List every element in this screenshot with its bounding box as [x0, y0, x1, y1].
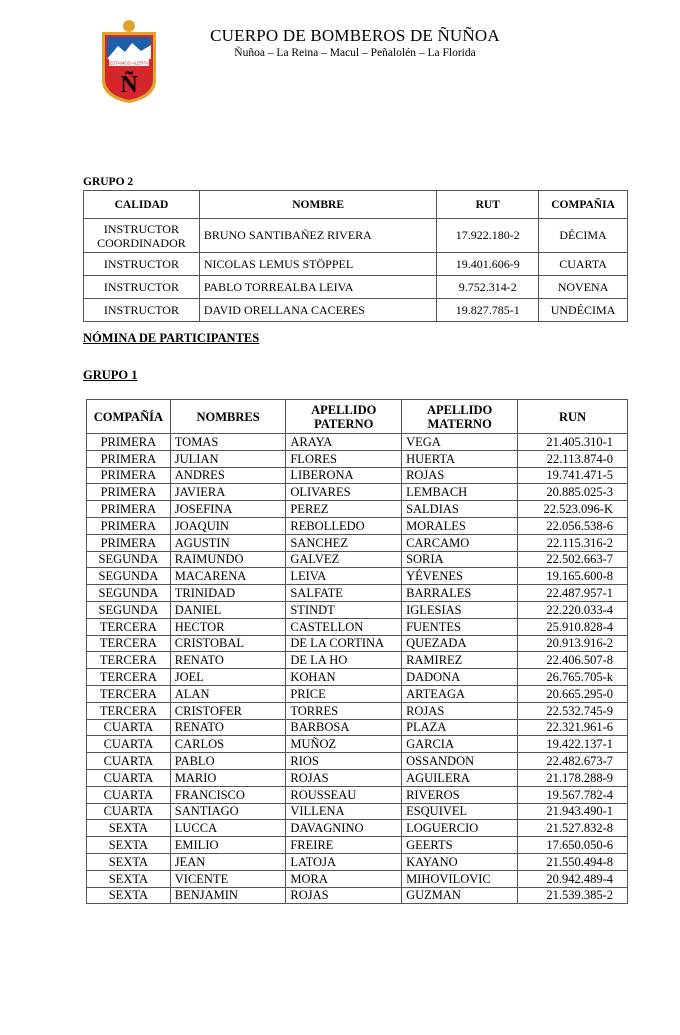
- cell-apellido-materno: PLAZA: [402, 719, 518, 736]
- cell-nombres: TOMAS: [170, 434, 286, 451]
- cell-compania: CUARTA: [87, 786, 171, 803]
- cell-nombres: BENJAMIN: [170, 887, 286, 904]
- table-row: [87, 484, 628, 501]
- table-row: [84, 253, 628, 276]
- table-row: [84, 276, 628, 299]
- cell-run: 22.487.957-1: [518, 585, 628, 602]
- cell-nombres: JOAQUIN: [170, 517, 286, 534]
- cell-nombres: CRISTOBAL: [170, 635, 286, 652]
- table-row: [84, 299, 628, 322]
- cell-apellido-materno: GEERTS: [402, 837, 518, 854]
- cell-apellido-paterno: KOHAN: [286, 669, 402, 686]
- cell-nombres: MACARENA: [170, 568, 286, 585]
- cell-rut: 19.827.785-1: [437, 299, 539, 322]
- cell-compania: CUARTA: [87, 753, 171, 770]
- cell-rut: 17.922.180-2: [437, 219, 539, 253]
- cell-nombres: RENATO: [170, 719, 286, 736]
- cell-compania: PRIMERA: [87, 450, 171, 467]
- cell-run: 21.539.385-2: [518, 887, 628, 904]
- cell-run: 22.482.673-7: [518, 753, 628, 770]
- cell-compania: SEXTA: [87, 870, 171, 887]
- cell-nombres: EMILIO: [170, 837, 286, 854]
- cell-nombres: CRISTOFER: [170, 702, 286, 719]
- cell-nombres: JOSEFINA: [170, 501, 286, 518]
- cell-apellido-paterno: OLIVARES: [286, 484, 402, 501]
- cell-apellido-materno: RIVEROS: [402, 786, 518, 803]
- table-row: [87, 702, 628, 719]
- cell-run: 26.765.705-k: [518, 669, 628, 686]
- col-header-rut: RUT: [437, 191, 539, 219]
- table-row: [87, 585, 628, 602]
- cell-apellido-materno: FUENTES: [402, 618, 518, 635]
- cell-apellido-materno: HUERTA: [402, 450, 518, 467]
- table-header-row: [87, 400, 628, 434]
- grupo2-table: [83, 190, 628, 322]
- cell-apellido-paterno: LEIVA: [286, 568, 402, 585]
- table-row: [87, 450, 628, 467]
- cell-nombres: SANTIAGO: [170, 803, 286, 820]
- table-row: [87, 618, 628, 635]
- cell-apellido-paterno: ARAYA: [286, 434, 402, 451]
- cell-apellido-paterno: DE LA CORTINA: [286, 635, 402, 652]
- cell-apellido-materno: LOGUERCIO: [402, 820, 518, 837]
- col-header-apellido-paterno: APELLIDO PATERNO: [286, 400, 402, 434]
- cell-apellido-materno: DADONA: [402, 669, 518, 686]
- cell-compania: TERCERA: [87, 635, 171, 652]
- table-row: [87, 467, 628, 484]
- table-row: [87, 501, 628, 518]
- cell-run: 20.942.489-4: [518, 870, 628, 887]
- cell-nombres: ALAN: [170, 685, 286, 702]
- cell-run: 22.056.538-6: [518, 517, 628, 534]
- cell-compania: SEGUNDA: [87, 585, 171, 602]
- cell-compania: UNDÉCIMA: [539, 299, 628, 322]
- cell-apellido-materno: BARRALES: [402, 585, 518, 602]
- cell-apellido-paterno: PRICE: [286, 685, 402, 702]
- cell-nombres: JAVIERA: [170, 484, 286, 501]
- cell-apellido-materno: LEMBACH: [402, 484, 518, 501]
- cell-apellido-materno: SORIA: [402, 551, 518, 568]
- table-row: [84, 219, 628, 253]
- cell-nombres: RAIMUNDO: [170, 551, 286, 568]
- table-row: [87, 803, 628, 820]
- cell-compania: SEXTA: [87, 820, 171, 837]
- cell-apellido-paterno: MUÑOZ: [286, 736, 402, 753]
- cell-apellido-paterno: FLORES: [286, 450, 402, 467]
- cell-compania: NOVENA: [539, 276, 628, 299]
- cell-nombres: JOEL: [170, 669, 286, 686]
- cell-compania: PRIMERA: [87, 534, 171, 551]
- cell-nombres: JEAN: [170, 853, 286, 870]
- cell-nombres: RENATO: [170, 652, 286, 669]
- cell-apellido-paterno: REBOLLEDO: [286, 517, 402, 534]
- cell-compania: CUARTA: [87, 719, 171, 736]
- col-header-nombre: NOMBRE: [199, 191, 437, 219]
- cell-compania: SEXTA: [87, 887, 171, 904]
- cell-nombres: ANDRES: [170, 467, 286, 484]
- cell-apellido-materno: GARCIA: [402, 736, 518, 753]
- cell-run: 22.523.096-K: [518, 501, 628, 518]
- cell-calidad: INSTRUCTOR: [84, 253, 200, 276]
- cell-apellido-materno: ROJAS: [402, 702, 518, 719]
- table-row: [87, 870, 628, 887]
- cell-run: 19.165.600-8: [518, 568, 628, 585]
- cell-compania: PRIMERA: [87, 517, 171, 534]
- cell-run: 22.406.507-8: [518, 652, 628, 669]
- cell-apellido-materno: SALDIAS: [402, 501, 518, 518]
- cell-run: 17.650.050-6: [518, 837, 628, 854]
- cell-nombres: PABLO: [170, 753, 286, 770]
- cell-compania: CUARTA: [87, 736, 171, 753]
- cell-apellido-paterno: LATOJA: [286, 853, 402, 870]
- cell-compania: DÉCIMA: [539, 219, 628, 253]
- cell-compania: CUARTA: [87, 769, 171, 786]
- cell-apellido-materno: IGLESIAS: [402, 601, 518, 618]
- cell-compania: SEXTA: [87, 837, 171, 854]
- cell-apellido-materno: ROJAS: [402, 467, 518, 484]
- cell-compania: TERCERA: [87, 702, 171, 719]
- cell-run: 20.913.916-2: [518, 635, 628, 652]
- cell-run: 20.665.295-0: [518, 685, 628, 702]
- table-row: [87, 551, 628, 568]
- cell-apellido-paterno: TORRES: [286, 702, 402, 719]
- col-header-nombres: NOMBRES: [170, 400, 286, 434]
- cell-calidad: INSTRUCTOR: [84, 276, 200, 299]
- cell-run: 21.527.832-8: [518, 820, 628, 837]
- cell-apellido-materno: VEGA: [402, 434, 518, 451]
- cell-nombres: HECTOR: [170, 618, 286, 635]
- cell-rut: 9.752.314-2: [437, 276, 539, 299]
- table-row: [87, 669, 628, 686]
- cell-nombre: DAVID ORELLANA CACERES: [199, 299, 437, 322]
- cell-nombres: TRINIDAD: [170, 585, 286, 602]
- table-row: [87, 601, 628, 618]
- cell-apellido-paterno: ROUSSEAU: [286, 786, 402, 803]
- cell-apellido-paterno: SANCHEZ: [286, 534, 402, 551]
- fire-department-crest-logo: [98, 18, 160, 104]
- cell-run: 19.741.471-5: [518, 467, 628, 484]
- grupo1-label: GRUPO 1: [83, 368, 138, 382]
- cell-compania: PRIMERA: [87, 484, 171, 501]
- cell-apellido-paterno: ROJAS: [286, 887, 402, 904]
- cell-compania: PRIMERA: [87, 467, 171, 484]
- col-header-compania: COMPAÑIA: [539, 191, 628, 219]
- cell-apellido-materno: QUEZADA: [402, 635, 518, 652]
- cell-compania: TERCERA: [87, 618, 171, 635]
- table-row: [87, 635, 628, 652]
- cell-nombre: PABLO TORREALBA LEIVA: [199, 276, 437, 299]
- cell-nombre: BRUNO SANTIBAÑEZ RIVERA: [199, 219, 437, 253]
- table-row: [87, 820, 628, 837]
- cell-compania: PRIMERA: [87, 501, 171, 518]
- cell-run: 19.567.782-4: [518, 786, 628, 803]
- cell-apellido-materno: ESQUIVEL: [402, 803, 518, 820]
- cell-compania: SEGUNDA: [87, 568, 171, 585]
- cell-apellido-paterno: MORA: [286, 870, 402, 887]
- cell-compania: SEGUNDA: [87, 551, 171, 568]
- cell-apellido-paterno: RIOS: [286, 753, 402, 770]
- table-row: [87, 853, 628, 870]
- cell-compania: SEXTA: [87, 853, 171, 870]
- table-row: [87, 568, 628, 585]
- table-row: [87, 786, 628, 803]
- cell-apellido-paterno: DE LA HO: [286, 652, 402, 669]
- cell-apellido-materno: RAMIREZ: [402, 652, 518, 669]
- cell-nombres: DANIEL: [170, 601, 286, 618]
- cell-apellido-paterno: DAVAGNINO: [286, 820, 402, 837]
- cell-nombres: AGUSTIN: [170, 534, 286, 551]
- crest-motto: ESTAMOS ALERTA: [109, 60, 149, 66]
- cell-apellido-paterno: PEREZ: [286, 501, 402, 518]
- cell-run: 22.502.663-7: [518, 551, 628, 568]
- cell-compania: TERCERA: [87, 669, 171, 686]
- cell-nombre: NICOLAS LEMUS STÖPPEL: [199, 253, 437, 276]
- cell-compania: TERCERA: [87, 685, 171, 702]
- table-row: [87, 736, 628, 753]
- cell-run: 22.115.316-2: [518, 534, 628, 551]
- cell-apellido-materno: AGUILERA: [402, 769, 518, 786]
- table-row: [87, 434, 628, 451]
- table-row: [87, 719, 628, 736]
- cell-apellido-paterno: SALFATE: [286, 585, 402, 602]
- cell-apellido-materno: KAYANO: [402, 853, 518, 870]
- cell-apellido-paterno: LIBERONA: [286, 467, 402, 484]
- page-subtitle: Ñuñoa – La Reina – Macul – Peñalolén – La Florida: [234, 47, 476, 59]
- cell-run: 22.113.874-0: [518, 450, 628, 467]
- col-header-calidad: CALIDAD: [84, 191, 200, 219]
- grupo1-table: [86, 399, 628, 904]
- cell-apellido-paterno: FREIRE: [286, 837, 402, 854]
- cell-run: 22.220.033-4: [518, 601, 628, 618]
- cell-apellido-materno: YÉVENES: [402, 568, 518, 585]
- cell-run: 20.885.025-3: [518, 484, 628, 501]
- cell-apellido-materno: MORALES: [402, 517, 518, 534]
- cell-apellido-paterno: GALVEZ: [286, 551, 402, 568]
- cell-apellido-materno: OSSANDON: [402, 753, 518, 770]
- cell-apellido-materno: CARCAMO: [402, 534, 518, 551]
- table-header-row: [84, 191, 628, 219]
- cell-apellido-materno: GUZMAN: [402, 887, 518, 904]
- cell-nombres: FRANCISCO: [170, 786, 286, 803]
- cell-run: 22.321.961-6: [518, 719, 628, 736]
- cell-compania: CUARTA: [87, 803, 171, 820]
- col-header-apellido-materno: APELLIDO MATERNO: [402, 400, 518, 434]
- table-row: [87, 769, 628, 786]
- cell-apellido-paterno: STINDT: [286, 601, 402, 618]
- page-title: CUERPO DE BOMBEROS DE ÑUÑOA: [210, 26, 500, 45]
- cell-nombres: LUCCA: [170, 820, 286, 837]
- cell-rut: 19.401.606-9: [437, 253, 539, 276]
- cell-run: 22.532.745-9: [518, 702, 628, 719]
- crest-letter: Ñ: [120, 72, 138, 98]
- cell-apellido-paterno: BARBOSA: [286, 719, 402, 736]
- table-row: [87, 652, 628, 669]
- cell-apellido-materno: MIHOVILOVIC: [402, 870, 518, 887]
- table-row: [87, 887, 628, 904]
- table-row: [87, 753, 628, 770]
- cell-compania: SEGUNDA: [87, 601, 171, 618]
- col-header-run: RUN: [518, 400, 628, 434]
- col-header-compania: COMPAÑÍA: [87, 400, 171, 434]
- table-row: [87, 837, 628, 854]
- cell-run: 21.178.288-9: [518, 769, 628, 786]
- cell-nombres: CARLOS: [170, 736, 286, 753]
- cell-apellido-materno: ARTEAGA: [402, 685, 518, 702]
- cell-compania: TERCERA: [87, 652, 171, 669]
- nomina-heading: NÓMINA DE PARTICIPANTES: [83, 331, 260, 345]
- table-row: [87, 534, 628, 551]
- cell-compania: CUARTA: [539, 253, 628, 276]
- cell-nombres: MARIO: [170, 769, 286, 786]
- grupo2-label: GRUPO 2: [83, 176, 134, 188]
- cell-run: 19.422.137-1: [518, 736, 628, 753]
- cell-calidad: INSTRUCTOR: [84, 299, 200, 322]
- cell-run: 21.943.490-1: [518, 803, 628, 820]
- cell-nombres: JULIAN: [170, 450, 286, 467]
- cell-apellido-paterno: VILLENA: [286, 803, 402, 820]
- cell-apellido-paterno: ROJAS: [286, 769, 402, 786]
- cell-compania: PRIMERA: [87, 434, 171, 451]
- cell-run: 25.910.828-4: [518, 618, 628, 635]
- table-row: [87, 685, 628, 702]
- cell-run: 21.405.310-1: [518, 434, 628, 451]
- cell-apellido-paterno: CASTELLON: [286, 618, 402, 635]
- cell-calidad: INSTRUCTOR COORDINADOR: [84, 219, 200, 253]
- cell-nombres: VICENTE: [170, 870, 286, 887]
- cell-run: 21.550.494-8: [518, 853, 628, 870]
- table-row: [87, 517, 628, 534]
